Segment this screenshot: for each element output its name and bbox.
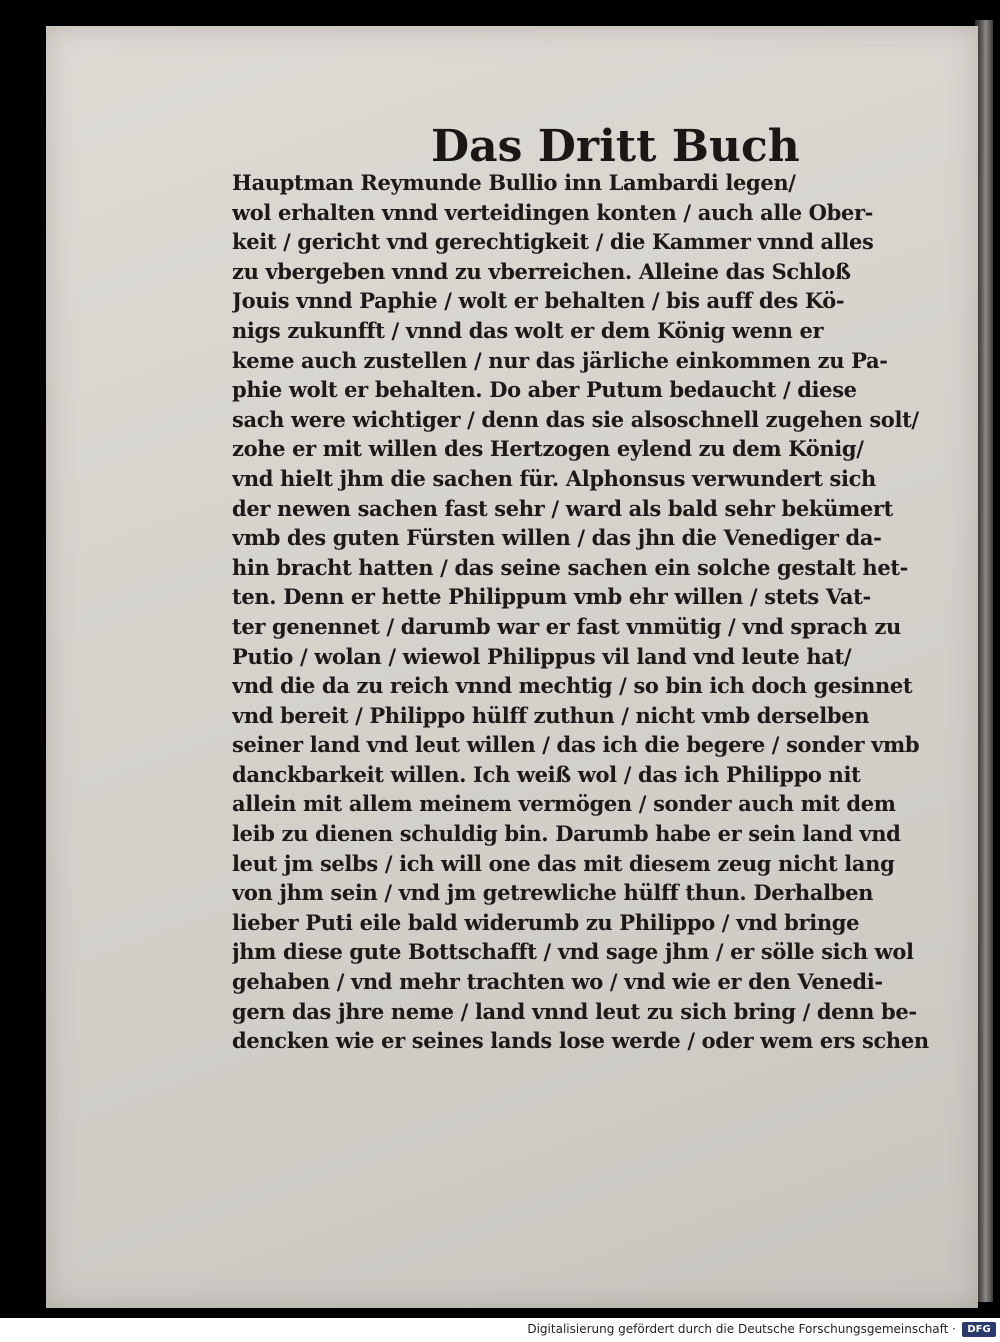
text-line: gern das jhre neme / land vnnd leut zu sich bring / denn be- [232,998,917,1024]
text-line: wol erhalten vnnd verteidingen konten / auch alle Ober- [232,199,874,225]
text-line: ter genennet / darumb war er fast vnmütig / vnd sprach zu [232,613,901,639]
text-line: vnd die da zu reich vnnd mechtig / so bin ich doch gesinnet [232,673,913,699]
text-line: danckbarkeit willen. Ich weiß wol / das ich Philippo nit [232,761,861,787]
text-line: allein mit allem meinem vermögen / sonder auch mit dem [232,791,896,817]
text-line: gehaben / vnd mehr trachten wo / vnd wie er den Venedi- [232,969,883,995]
text-line: leut jm selbs / ich will one das mit diesem zeug nicht lang [232,850,895,876]
text-line: keit / gericht vnd gerechtigkeit / die Kammer vnnd alles [232,229,874,255]
text-line: vmb des guten Fürsten willen / das jhn die Venediger da- [232,525,882,551]
funding-credit: Digitalisierung gefördert durch die Deutsche Forschungsgemeinschaft · [527,1322,956,1336]
text-line: seiner land vnd leut willen / das ich die begere / sonder vmb [232,732,920,758]
text-line: vnd bereit / Philippo hülff zuthun / nicht vmb derselben [232,702,870,728]
text-line: Hauptman Reymunde Bullio inn Lambardi legen/ [232,170,796,195]
text-line: Jouis vnnd Paphie / wolt er behalten / bis auff des Kö- [232,288,845,314]
text-line: sach were wichtiger / denn das sie alsoschnell zugehen solt/ [232,406,919,432]
text-line: der newen sachen fast sehr / ward als bald sehr bekümert [232,495,893,521]
text-line: zohe er mit willen des Hertzogen eylend zu dem König/ [232,436,864,462]
text-line: jhm diese gute Bottschafft / vnd sage jhm / er sölle sich wol [232,939,914,965]
text-line: phie wolt er behalten. Do aber Putum bedaucht / diese [232,377,857,403]
text-line: dencken wie er seines lands lose werde / oder wem ers schen [232,1028,929,1054]
text-line: hin bracht hatten / das seine sachen ein solche gestalt het- [232,554,909,580]
text-line: zu vbergeben vnnd zu vberreichen. Alleine das Schloß [232,258,851,284]
text-line: lieber Puti eile bald widerumb zu Philippo / vnd bringe [232,909,860,935]
page-body-text [232,168,932,1056]
running-head: Das Dritt Buch [431,121,800,172]
text-line: ten. Denn er hette Philippum vmb ehr willen / stets Vat- [232,584,871,610]
text-line: Putio / wolan / wiewol Philippus vil land vnd leute hat/ [232,643,852,669]
text-line: keme auch zustellen / nur das järliche einkommen zu Pa- [232,347,888,373]
dfg-logo-icon[interactable]: DFG [962,1322,996,1337]
footer-bar [0,1318,1000,1342]
text-line: vnd hielt jhm die sachen für. Alphonsus verwundert sich [232,465,876,491]
text-line: von jhm sein / vnd jm getrewliche hülff thun. Derhalben [232,880,873,906]
text-line: nigs zukunfft / vnnd das wolt er dem König wenn er [232,317,824,343]
text-line: leib zu dienen schuldig bin. Darumb habe er sein land vnd [232,821,901,847]
